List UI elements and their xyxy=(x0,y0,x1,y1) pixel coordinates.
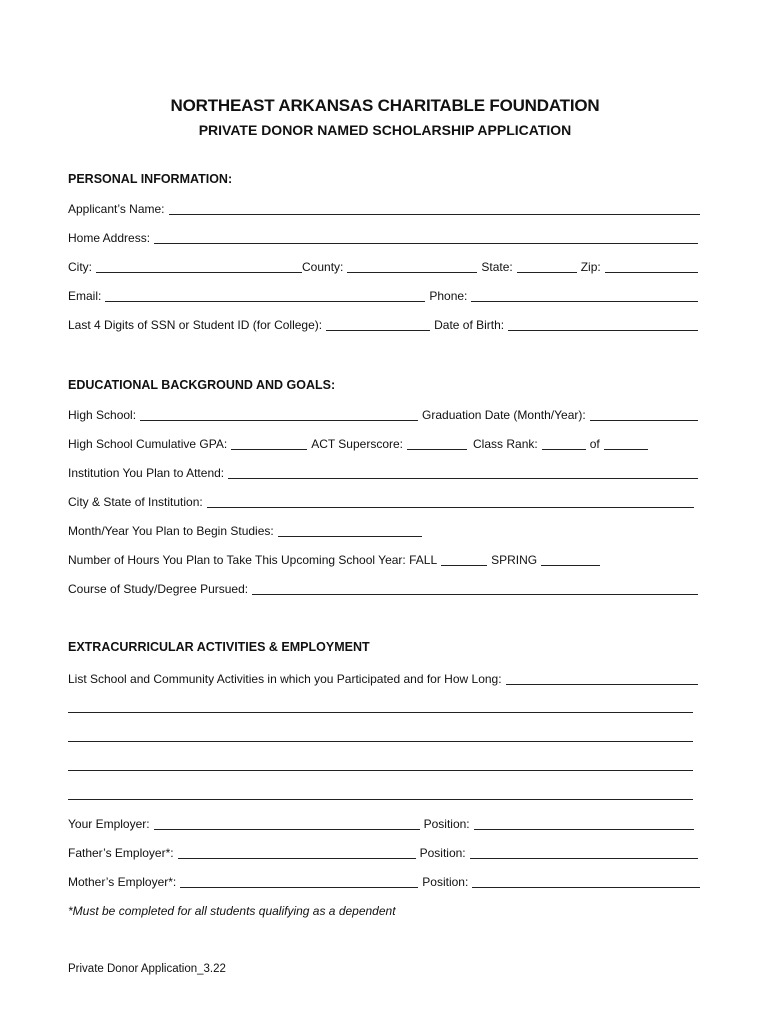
mother-employer-row xyxy=(68,873,700,889)
ssn-field[interactable] xyxy=(326,318,430,331)
gpa-field[interactable] xyxy=(231,437,307,450)
course-field[interactable] xyxy=(252,582,698,595)
city-row xyxy=(68,258,698,274)
mother-position-label: Position: xyxy=(422,875,469,889)
high-school-row xyxy=(68,406,698,422)
county-field[interactable] xyxy=(347,260,477,273)
home-address-row xyxy=(68,229,698,245)
begin-studies-label: Month/Year You Plan to Begin Studies: xyxy=(68,524,274,538)
graduation-date-label: Graduation Date (Month/Year): xyxy=(422,408,586,422)
mother-employer-field[interactable] xyxy=(180,875,418,888)
institution-label: Institution You Plan to Attend: xyxy=(68,466,225,480)
your-position-label: Position: xyxy=(423,817,470,831)
high-school-field[interactable] xyxy=(140,408,418,421)
hours-spring-field[interactable] xyxy=(541,553,600,566)
zip-field[interactable] xyxy=(605,260,698,273)
section-education-heading: EDUCATIONAL BACKGROUND AND GOALS: xyxy=(68,378,336,392)
course-label: Course of Study/Degree Pursued: xyxy=(68,582,249,596)
email-label: Email: xyxy=(68,289,102,303)
activities-field-1[interactable] xyxy=(506,672,698,685)
home-address-field[interactable] xyxy=(154,231,698,244)
begin-studies-row xyxy=(68,522,422,538)
activities-list-row xyxy=(68,670,698,686)
city-label: City: xyxy=(68,260,92,274)
section-activities-heading: EXTRACURRICULAR ACTIVITIES & EMPLOYMENT xyxy=(68,640,370,654)
applicant-name-row xyxy=(68,200,700,216)
high-school-label: High School: xyxy=(68,408,137,422)
institution-location-label: City & State of Institution: xyxy=(68,495,203,509)
section-personal-heading: PERSONAL INFORMATION: xyxy=(68,172,233,186)
class-rank-of-label: of xyxy=(589,437,600,451)
graduation-date-field[interactable] xyxy=(590,408,698,421)
institution-row xyxy=(68,464,698,480)
activities-line-2[interactable] xyxy=(68,712,693,713)
class-size-field[interactable] xyxy=(604,437,648,450)
mother-position-field[interactable] xyxy=(472,875,700,888)
hours-spring-label: SPRING xyxy=(491,553,538,567)
state-label: State: xyxy=(481,260,513,274)
institution-location-field[interactable] xyxy=(207,495,694,508)
your-employer-row xyxy=(68,815,694,831)
gpa-row xyxy=(68,435,648,451)
gpa-label: High School Cumulative GPA: xyxy=(68,437,228,451)
hours-fall-field[interactable] xyxy=(441,553,487,566)
phone-label: Phone: xyxy=(429,289,468,303)
email-field[interactable] xyxy=(105,289,425,302)
father-position-field[interactable] xyxy=(470,846,698,859)
institution-location-row xyxy=(68,493,694,509)
ssn-label: Last 4 Digits of SSN or Student ID (for College): xyxy=(68,318,323,332)
act-field[interactable] xyxy=(407,437,467,450)
act-label: ACT Superscore: xyxy=(311,437,404,451)
mother-employer-label: Mother’s Employer*: xyxy=(68,875,177,889)
hours-fall-label: Number of Hours You Plan to Take This Upcoming School Year: FALL xyxy=(68,553,438,567)
phone-field[interactable] xyxy=(471,289,698,302)
hours-row xyxy=(68,551,600,567)
applicant-name-label: Applicant’s Name: xyxy=(68,202,165,216)
footer-text: Private Donor Application_3.22 xyxy=(68,963,226,975)
dependent-note: *Must be completed for all students qualifying as a dependent xyxy=(68,904,396,918)
father-employer-field[interactable] xyxy=(178,846,416,859)
your-employer-field[interactable] xyxy=(154,817,420,830)
dob-field[interactable] xyxy=(508,318,698,331)
father-employer-label: Father’s Employer*: xyxy=(68,846,174,860)
page-subtitle: PRIVATE DONOR NAMED SCHOLARSHIP APPLICATION xyxy=(198,122,572,138)
dob-label: Date of Birth: xyxy=(434,318,505,332)
zip-label: Zip: xyxy=(580,260,601,274)
home-address-label: Home Address: xyxy=(68,231,151,245)
class-rank-label: Class Rank: xyxy=(473,437,538,451)
city-field[interactable] xyxy=(96,260,302,273)
activities-list-label: List School and Community Activities in which you Participated and for How Long: xyxy=(68,672,502,686)
institution-field[interactable] xyxy=(228,466,698,479)
activities-line-3[interactable] xyxy=(68,741,693,742)
ssn-row xyxy=(68,316,698,332)
begin-studies-field[interactable] xyxy=(278,524,422,537)
page-title: NORTHEAST ARKANSAS CHARITABLE FOUNDATION xyxy=(170,96,600,115)
class-rank-field[interactable] xyxy=(542,437,586,450)
father-employer-row xyxy=(68,844,698,860)
activities-line-4[interactable] xyxy=(68,770,693,771)
your-position-field[interactable] xyxy=(474,817,694,830)
activities-line-5[interactable] xyxy=(68,799,693,800)
email-row xyxy=(68,287,698,303)
your-employer-label: Your Employer: xyxy=(68,817,150,831)
course-row xyxy=(68,580,698,596)
state-field[interactable] xyxy=(517,260,577,273)
applicant-name-field[interactable] xyxy=(169,202,701,215)
father-position-label: Position: xyxy=(419,846,466,860)
county-label: County: xyxy=(302,260,344,274)
